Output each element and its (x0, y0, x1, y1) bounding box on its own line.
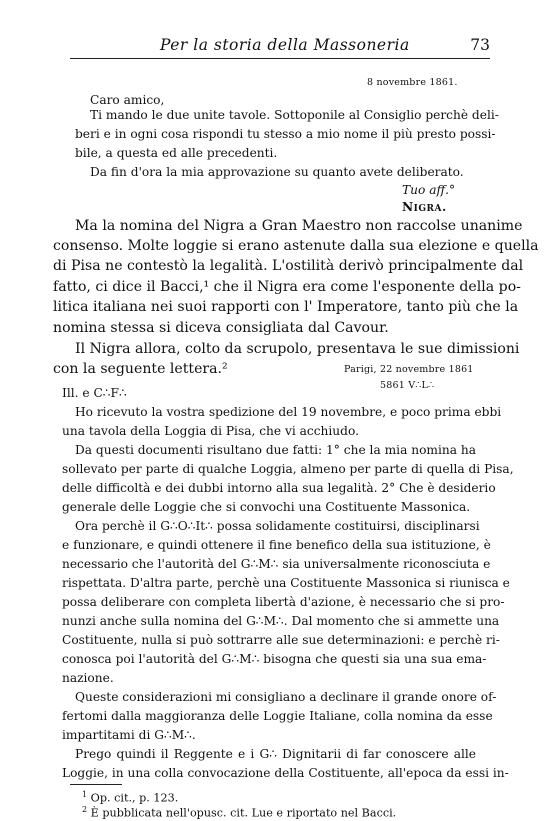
footnote-mark: 1 (82, 790, 88, 799)
running-header (70, 34, 490, 59)
letter-line: beri e in ogni cosa rispondi tu stesso a mio nome il più presto possi- (75, 127, 496, 141)
letter-line: Prego quindi il Reggente e i G∴ Dignitarii di far conoscere alle (75, 747, 476, 761)
letter-line: Queste considerazioni mi consigliano a declinare il grande onore of- (75, 690, 497, 704)
paragraph-line: litica italiana nei suoi rapporti con l' Imperatore, tanto più che la (53, 299, 519, 315)
page-number: 73 (470, 36, 490, 54)
paragraph-line: fatto, ci dice il Bacci,¹ che il Nigra era come l'esponente della po- (53, 279, 521, 295)
footnote (82, 790, 178, 805)
letter-line: delle difficoltà e dei dubbi intorno alla sua legalità. 2° Che è desiderio (62, 481, 496, 495)
running-title: Per la storia della Massoneria (160, 36, 410, 54)
letter-date: 8 novembre 1861. (367, 77, 458, 88)
footnote-text: Op. cit., p. 123. (90, 791, 179, 805)
letter-line: Ora perchè il G∴O∴It∴ possa solidamente costituirsi, disciplinarsi (75, 519, 480, 533)
letter-line: bile, a questa ed alle precedenti. (75, 146, 278, 160)
footnote-rule (70, 784, 122, 785)
letter-line: rispettata. D'altra parte, perchè una Costituente Massonica si riunisca e (62, 576, 510, 590)
letter-signature: Nigra. (402, 200, 447, 214)
letter-salutation: Caro amico, (90, 93, 165, 107)
footnote-text: È pubblicata nell'opusc. cit. Lue e riportato nel Bacci. (90, 806, 397, 820)
letter-line: e funzionare, e quindi ottenere il fine benefico della sua istituzione, è (62, 538, 491, 552)
letter-line: impartitami di G∴M∴. (62, 728, 196, 742)
letter-line: Loggie, in una colla convocazione della Costituente, all'epoca da essi in- (62, 766, 509, 780)
paragraph-line: Il Nigra allora, colto da scrupolo, presentava le sue dimissioni (75, 341, 520, 357)
letter-line: generale delle Loggie che si convochi una Costituente Massonica. (62, 500, 471, 514)
letter-line: Da fin d'ora la mia approvazione su quanto avete deliberato. (90, 165, 464, 179)
paragraph-line: con la seguente lettera.² (53, 361, 228, 377)
letter-line: necessario che l'autorità del G∴M∴ sia universalmente riconosciuta e (62, 557, 491, 571)
letter-place-date: Parigi, 22 novembre 1861 (344, 364, 474, 375)
footnote-mark: 2 (82, 805, 88, 814)
letter-line: nunzi anche sulla nomina del G∴M∴. Dal momento che si ammette una (62, 614, 500, 628)
letter-closing: Tuo aff.° (402, 183, 456, 197)
paragraph-line: Ma la nomina del Nigra a Gran Maestro non raccolse unanime (75, 218, 523, 234)
letter-line: conosca poi l'autorità del G∴M∴ bisogna che questi sia una sua ema- (62, 652, 487, 666)
paragraph-line: di Pisa ne contestò la legalità. L'ostilità derivò principalmente dal (53, 258, 524, 274)
paragraph-line: consenso. Molte loggie si erano astenute dalla sua elezione e quella (53, 238, 539, 254)
letter-line: Costituente, nulla si può sottrarre alle sue determinazioni: e perchè ri- (62, 633, 500, 647)
letter-line: sollevato per parte di qualche Loggia, almeno per parte di quella di Pisa, (62, 462, 514, 476)
letter-line: Ho ricevuto la vostra spedizione del 19 novembre, e poco prima ebbi (75, 405, 502, 419)
letter-line: Ti mando le due unite tavole. Sottoponile al Consiglio perchè deli- (90, 108, 499, 122)
letter-line: fertomi dalla maggioranza delle Loggie Italiane, colla nomina da esse (62, 709, 493, 723)
paragraph-line: nomina stessa si diceva consigliata dal Cavour. (53, 320, 389, 336)
letter-line: Da questi documenti risultano due fatti: 1° che la mia nomina ha (75, 443, 476, 457)
letter-line: una tavola della Loggia di Pisa, che vi acchiudo. (62, 424, 359, 438)
letter-line: possa deliberare con completa libertà d'azione, è necessario che si pro- (62, 595, 505, 609)
letter-line: nazione. (62, 671, 114, 685)
letter-salutation: Ill. e C∴F∴ (62, 386, 127, 400)
footnote (82, 805, 396, 820)
letter-era: 5861 V∴L∴ (380, 380, 435, 391)
